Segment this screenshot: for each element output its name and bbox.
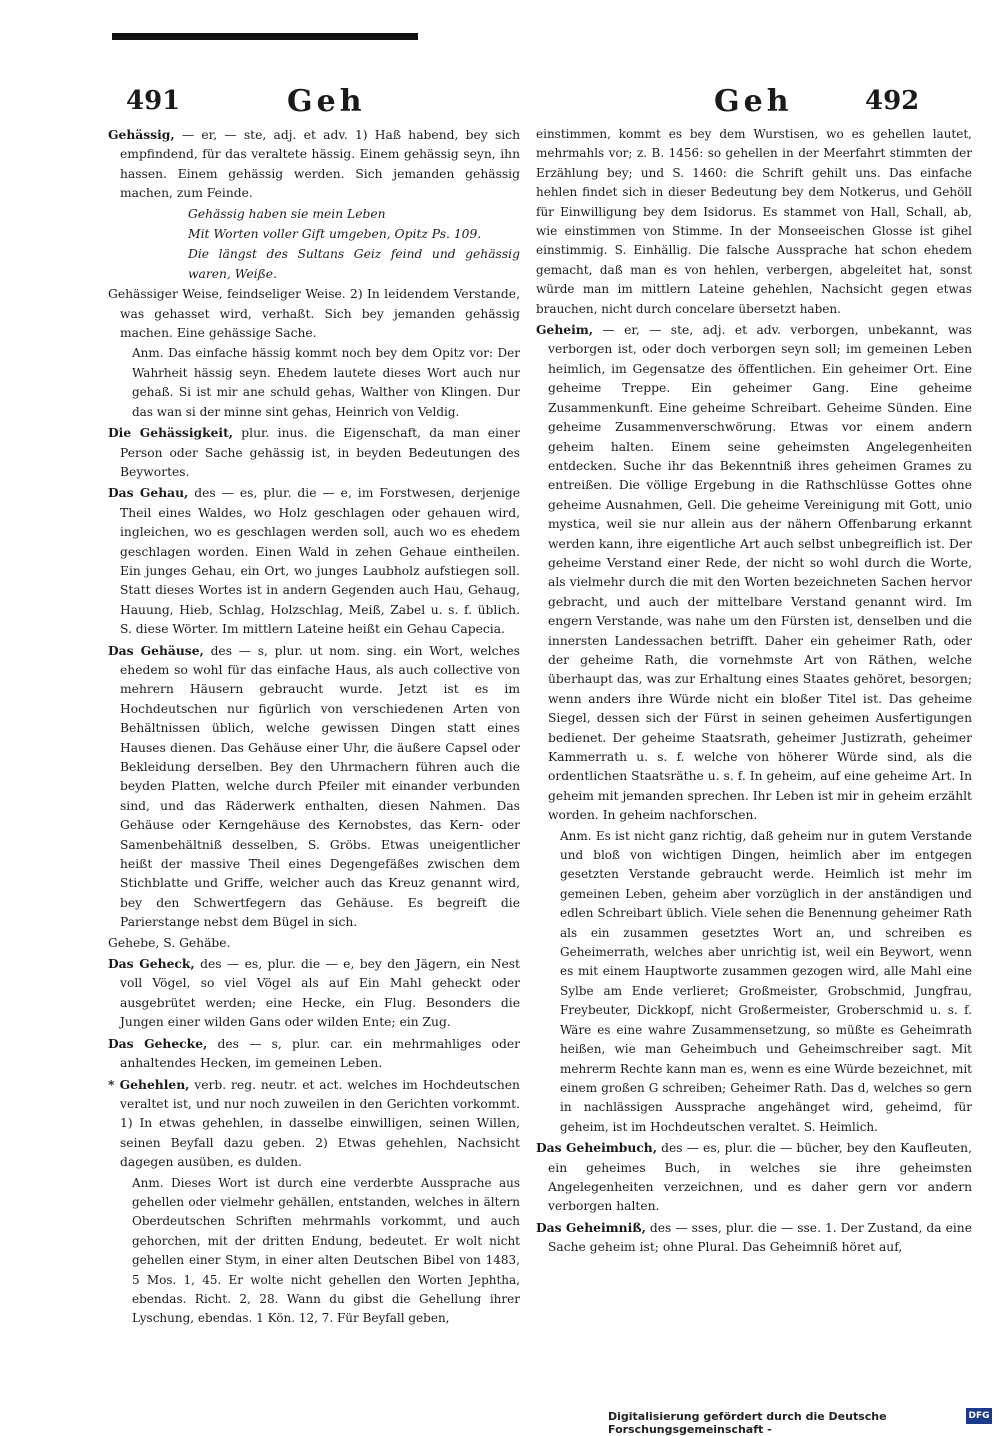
quote-line: Gehässig haben sie mein Leben [188,206,386,221]
definition: des — s, plur. ut nom. sing. ein Wort, welches ehedem so wohl für das einfache Haus, als auch collective von mehrern Häusern gebraucht wurde. Jetzt ist es im Hochdeutschen nur figürlich von verschiedenen Arten von Behältnissen üblich, welche gewissen Dingen statt eines Hauses dienen. Das Gehäuse einer Uhr, die äußere Capsel oder Bekleidung derselben. Bey den Uhrmachern führen auch die beyden Platten, welche durch Pfeiler mit einander verbunden sind, und das Räderwerk enthalten, diesen Nahmen. Das Gehäuse oder Kerngehäuse des Kernobstes, das Kern- oder Samenbehältniß desselben, S. Gröbs. Etwas uneigentlicher heißt der massive Theil eines Degengefäßes zwischen dem Stichblatte und Griffe, welcher auch das Kreuz genannt wird, bey den Schwertfegern das Gehäuse. Es begreift die Parierstange nebst dem Bügel in sich. [120,643,520,930]
definition-continued: Gehässiger Weise, feindseliger Weise. 2) In leidendem Verstande, was gehasset wird, verhaßt. Sich bey jemanden gehässig machen. Eine gehässige Sache. [108,287,520,341]
right-column [536,125,972,1259]
definition: — er, — ste, adj. et adv. verborgen, unbekannt, was verborgen ist, oder doch verborgen seyn soll; im gemeinen Leben heimlich, im Gegensatze des öffentlichen. Ein geheimer Ort. Eine geheime Treppe. Ein geheimer Gang. Eine geheime Zusammenkunft. Eine geheime Schreibart. Geheime Sünden. Eine geheime Zusammenverschwörung. Etwas vor einem andern geheim halten. Einem seine geheimsten Angelegenheiten entdecken. Suche ihr das Bekenntniß ihres geheimen Grames zu entreißen. Die völlige Ergebung in die Rathschlüsse Gottes ohne geheime Ausnahmen, Gell. Die geheime Vereinigung mit Gott, unio mystica, weil sie nur allein aus der nähern Offenbarung erkannt werden kann, ihre eigentliche Art auch selbst unbegreiflich ist. Der geheime Verstand einer Rede, der nicht so wohl durch die Worte, als vielmehr durch die mit den Worten bezeichneten Sachen hervor gebracht, und auch der mittelbare Verstand genannt wird. Im engern Verstande, was nahe um den Fürsten ist, denselben und die innersten Landessachen betrifft. Daher ein geheimer Rath, oder der geheime Rath, die vornehmste Art von Räthen, welche überhaupt das, was zur Erhaltung eines Staates gehöret, besorgen; wenn anders ihre Würde nicht ein bloßer Titel ist. Das geheime Siegel, dessen sich der Fürst in seinen geheimen Ausfertigungen bedienet. Der geheime Staatsrath, geheimer Justizrath, geheimer Kammerrath u. s. f. welche von höherer Würde sind, als die ordentlichen Staatsräthe u. s. f. In geheim, auf eine geheime Art. In geheim mit jemanden sprechen. Ihr Leben ist mir in geheim erzählt worden. In geheim nachforschen. [548,323,972,823]
definition: plur. inus. die Eigenschaft, da man einer Person oder Sache gehässig ist, in beyden Bedeutungen des Beywortes. [120,426,521,479]
annotation-continued: einstimmen, kommt es bey dem Wurstisen, wo es gehellen lautet, mehrmahls vor; z. B. 1456: so gehellen in der Meerfahrt stimmten der Erzählung bey; und S. 1460: die Schrift gehilt uns. Das einfache hehlen findet sich in dieser Bedeutung bey dem Notkerus, und Gehöll für Einwilligung bey dem Isidorus. Es stammet von Hall, Schall, ab, wie einstimmen von Stimme. In der Monseeischen Glosse ist gihel einstimmig. S. Einhällig. Die falsche Aussprache hat schon ehedem gemacht, daß man es von hehlen, verbergen, abgeleitet hat, sonst würde man im mittlern Lateine gehehlen, Nachsicht gegen etwas brauchen, nicht durch concelare übersetzt haben. [536,127,972,316]
definition: des — sses, plur. die — sse. 1. Der Zustand, da eine Sache geheim ist; ohne Plural. Das Geheimniß höret auf, [548,1220,972,1255]
definition: des — es, plur. die — bücher, bey den Kaufleuten, ein geheimes Buch, in welches sie ihre geheimsten Angelegenheiten verzeichnen, und es daher gern vor andern verborgen halten. [548,1141,972,1214]
lemma: Das Gehäuse, [108,642,204,658]
digitization-credit: Digitalisierung gefördert durch die Deutsche Forschungsgemeinschaft - [608,1410,887,1436]
lemma: Das Gehecke, [108,1035,208,1051]
lemma: Das Geheimniß, [536,1219,646,1235]
running-head-left: Geh [287,84,366,119]
quote-line: Mit Worten voller Gift umgeben, Opitz Ps. 109. [188,227,482,242]
lemma: Geheim, [536,322,594,338]
lemma: Die Gehässigkeit, [108,425,234,441]
dfg-logo: DFG [966,1408,992,1424]
annotation: Anm. Es ist nicht ganz richtig, daß geheim nur in gutem Verstande und bloß von wichtigen Dingen, heimlich aber im entgegen gesetzten Verstande gebraucht werde. Heimlich ist mehr im gemeinen Leben, geheim aber vorzüglich in der anständigen und edlen Schreibart üblich. Viele sehen die Benennung geheimer Rath als ein zusammen gesetztes Wort an, und schreiben es Geheimerrath, welches aber unrichtig ist, weil ein Beywort, wenn es mit einem Hauptworte zusammen gezogen wird, alle Mahl eine Sylbe am Ende verlieret; Großmeister, Grobschmid, Jungfrau, Freybeuter, Dickkopf, nicht Großermeister, Groberschmid u. s. f. Wäre es eine wahre Zusammensetzung, so müßte es Geheimrath heißen, wie man Geheimbuch und Geheimschreiber sagt. Mit mehrerm Rechte kann man es, wenn es eine Würde bezeichnet, mit einem großen G schreiben; Geheimer Rath. Das d, welches so gern in nachlässigen Aussprache angehänget wird, geheimd, für geheim, ist im Hochdeutschen veraltet. S. Heimlich. [560,828,972,1134]
definition: des — es, plur. die — e, bey den Jägern, ein Nest voll Vögel, so viel Vögel als auf Ein Mahl geheckt oder ausgebrütet werden; eine Hecke, ein Flug. Besonders die Jungen einer wilden Gans oder wilden Ente; ein Zug. [120,957,520,1030]
lemma: Gehässig, [108,127,175,142]
entry-geheimniss [536,1218,972,1258]
annotation: Anm. Das einfache hässig kommt noch bey dem Opitz vor: Der Wahrheit hässig seyn. Ehedem lautete dieses Wort auch nur gehaß. Si ist mir ane schuld gehas, Walther von Klingen. Dur das wan si der minne sint gehas, Heinrich von Veldig. [132,346,520,419]
definition: — er, — ste, adj. et adv. 1) Haß habend, bey sich empfindend, für das veraltete hässig. Einem gehässig seyn, ihn hassen. Einem gehässig werden. Sich jemanden gehässig machen, zum Feinde. [120,128,520,201]
entry-gehehlen [108,1075,520,1173]
entry-geheim [536,320,972,826]
lemma: Das Geheck, [108,956,195,972]
running-head-right: Geh [714,84,793,119]
entry-geheck [108,954,520,1033]
definition: des — s, plur. car. ein mehrmahliges oder anhaltendes Hecken, im gemeinen Leben. [120,1036,520,1071]
lemma: Das Geheimbuch, [536,1140,658,1156]
entry-gehaessigkeit [108,423,520,482]
entry-gehebe: Gehebe, S. Gehäbe. [108,935,231,950]
entry-geheimbuch [536,1138,972,1217]
definition: des — es, plur. die — e, im Forstwesen, derjenige Theil eines Waldes, wo Holz geschlagen oder gehauen wird, ingleichen, wo es geschlagen werden soll, auch wo es ehedem geschlagen worden. Einen Wald in zehen Gehaue eintheilen. Ein junges Gehau, ein Ort, wo junges Laubholz aufstiegen soll. Statt dieses Wortes ist in andern Gegenden auch Hau, Gehaug, Hauung, Hieb, Schlag, Holzschlag, Meiß, Zabel u. s. f. üblich. S. diese Wörter. Im mittlern Lateine heißt ein Gehau Capecia. [120,486,520,637]
top-rule [112,33,418,40]
lemma: Das Gehau, [108,485,189,501]
annotation: Anm. Dieses Wort ist durch eine verderbte Aussprache aus gehellen oder vielmehr gehällen, entstanden, welches in ältern Oberdeutschen Schriften mehrmahls vorkommt, und auch gehorchen, mit der dritten Endung, bedeutet. Er wolt nicht gehellen einer Stym, in einer alten Deutschen Bibel von 1483, 5 Mos. 1, 45. Er wolte nicht gehellen den Worten Jephtha, ebendas. Richt. 2, 28. Wann du gibst die Gehellung ihrer Lyschung, ebendas. 1 Kön. 12, 7. Für Beyfall geben, [132,1175,520,1326]
entry-gehau [108,483,520,639]
definition: verb. reg. neutr. et act. welches im Hochdeutschen veraltet ist, und nur noch zuweilen in den Gerichten vorkommt. 1) In etwas gehehlen, in dasselbe einwilligen, seinen Willen, seinen Beyfall dazu geben. 2) Etwas gehehlen, Nachsicht dagegen ausüben, es dulden. [120,1077,520,1170]
left-column [108,125,520,1330]
entry-gehaeuse [108,641,520,933]
page-number-left: 491 [126,86,181,116]
lemma: * Gehehlen, [108,1076,190,1092]
entry-gehecke [108,1034,520,1074]
entry-gehaessig [108,125,520,204]
quote-line: Die längst des Sultans Geiz feind und gehässig waren, Weiße. [188,247,520,281]
page-number-right: 492 [865,86,920,116]
